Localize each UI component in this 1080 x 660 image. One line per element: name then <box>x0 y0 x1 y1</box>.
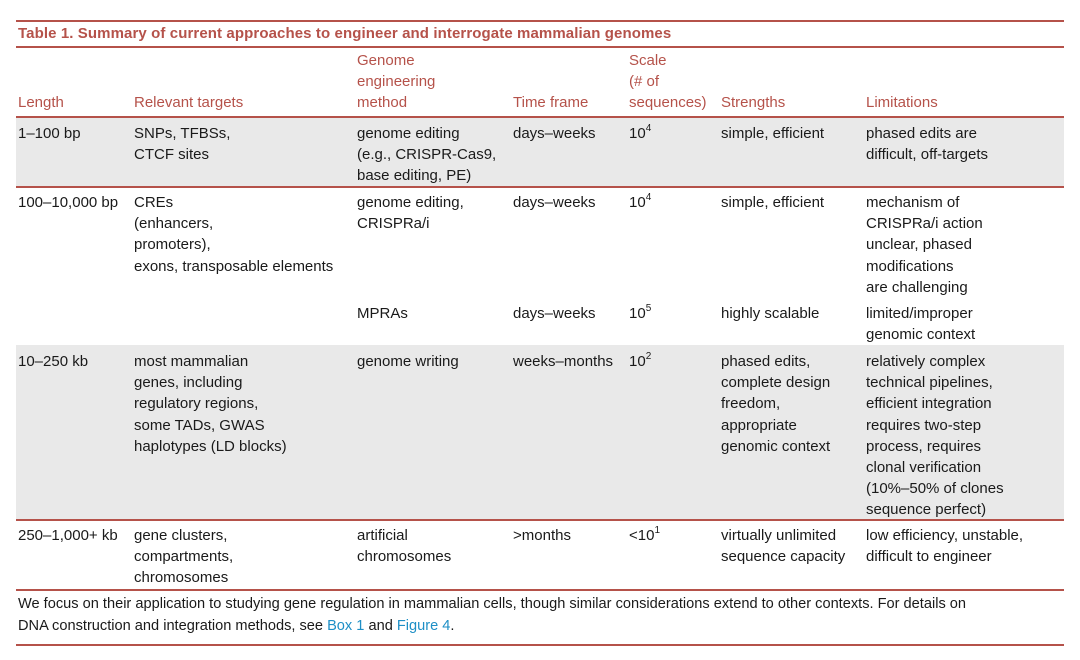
header-targets-line: Relevant targets <box>134 94 244 111</box>
header-method-line: Genome <box>357 52 415 69</box>
cell-limitations-line: sequence perfect) <box>866 501 987 519</box>
cell-method-line: MPRAs <box>357 305 408 322</box>
header-limitations <box>866 92 938 113</box>
cell-targets-line: genes, including <box>134 374 243 392</box>
cell-limitations-line: process, requires <box>866 437 982 455</box>
header-strengths <box>721 92 785 113</box>
cell-method-line: artificial <box>357 527 408 544</box>
cell-length <box>18 192 118 213</box>
cell-limitations <box>866 351 1004 521</box>
cell-limitations-line: difficult, off-targets <box>866 146 989 164</box>
cell-method-line: genome editing <box>357 125 460 142</box>
cell-targets-line: chromosomes <box>134 569 229 587</box>
scale-exponent: 4 <box>645 192 652 203</box>
cell-limitations-line: modifications <box>866 257 954 275</box>
cell-limitations-line: difficult to engineer <box>866 548 992 566</box>
cell-targets-line: (enhancers, <box>134 215 214 233</box>
scale-base: 10 <box>629 125 646 142</box>
cell-strengths-line: appropriate <box>721 416 797 434</box>
cell-timeframe <box>513 123 596 144</box>
scale-exponent: 5 <box>645 303 652 314</box>
cell-targets-line: gene clusters, <box>134 527 228 544</box>
cell-limitations-line: requires two-step <box>866 416 982 434</box>
footnote-line-2: DNA construction and integration methods, see Box 1 and Figure 4. <box>18 618 455 634</box>
cell-method-line: chromosomes <box>357 548 452 566</box>
header-timeframe-line: Time frame <box>513 94 589 111</box>
cell-timeframe-line: days–weeks <box>513 125 596 142</box>
footnote-rule <box>16 644 1064 646</box>
caption-rule <box>16 46 1064 48</box>
cell-targets-line: exons, transposable elements <box>134 257 334 275</box>
cell-limitations-line: genomic context <box>866 326 976 344</box>
cell-timeframe-line: days–weeks <box>513 305 596 322</box>
cell-strengths <box>721 351 830 457</box>
cell-method <box>357 192 464 234</box>
cell-limitations-line: phased edits are <box>866 125 977 142</box>
cell-targets-line: haplotypes (LD blocks) <box>134 437 287 455</box>
cell-strengths-line: complete design <box>721 374 831 392</box>
cell-limitations-line: limited/improper <box>866 305 973 322</box>
bottom-rule <box>16 589 1064 591</box>
header-limitations-line: Limitations <box>866 94 938 111</box>
cell-targets <box>134 351 287 457</box>
cell-length <box>18 351 88 372</box>
cell-method-line: genome editing, <box>357 194 464 211</box>
scale-base: 10 <box>629 194 646 211</box>
cell-strengths <box>721 192 824 213</box>
cell-method <box>357 303 408 324</box>
cell-limitations <box>866 123 988 165</box>
header-targets <box>134 92 243 113</box>
cell-limitations-line: technical pipelines, <box>866 374 993 392</box>
cell-limitations <box>866 192 983 298</box>
header-scale-line: sequences) <box>629 94 707 111</box>
cell-strengths-line: simple, efficient <box>721 194 825 211</box>
cell-targets-line: SNPs, TFBSs, <box>134 125 231 142</box>
cell-targets-line: CREs <box>134 194 174 211</box>
cell-strengths <box>721 303 819 324</box>
cell-strengths <box>721 525 845 567</box>
header-scale <box>629 50 707 113</box>
header-length <box>18 92 64 113</box>
scale-base: 10 <box>629 353 646 370</box>
cell-limitations-line: unclear, phased <box>866 236 972 254</box>
cell-limitations-line: relatively complex <box>866 353 986 370</box>
cell-limitations-line: CRISPRa/i action <box>866 215 983 233</box>
cell-length-line: 10–250 kb <box>18 353 89 370</box>
cell-strengths-line: phased edits, <box>721 353 811 370</box>
cell-scale <box>629 303 651 324</box>
cell-strengths-line: virtually unlimited <box>721 527 837 544</box>
cell-timeframe <box>513 525 571 546</box>
cell-limitations-line: clonal verification <box>866 459 982 477</box>
cell-targets-line: most mammalian <box>134 353 249 370</box>
cell-timeframe-line: days–weeks <box>513 194 596 211</box>
cell-strengths-line: genomic context <box>721 437 831 455</box>
cell-limitations <box>866 303 975 345</box>
cell-strengths-line: highly scalable <box>721 305 820 322</box>
cell-method-line: CRISPRa/i <box>357 215 430 233</box>
cell-targets <box>134 192 333 277</box>
cell-method-line: genome writing <box>357 353 459 370</box>
cell-method <box>357 351 459 372</box>
header-method <box>357 50 435 113</box>
figure-4-link[interactable]: Figure 4 <box>396 618 451 634</box>
scale-exponent: 2 <box>645 351 652 362</box>
cell-length-line: 1–100 bp <box>18 125 81 142</box>
cell-timeframe <box>513 192 596 213</box>
cell-method <box>357 525 451 567</box>
cell-limitations-line: (10%–50% of clones <box>866 480 1004 498</box>
cell-targets-line: promoters), <box>134 236 211 254</box>
cell-length-line: 250–1,000+ kb <box>18 527 118 544</box>
header-length-line: Length <box>18 94 64 111</box>
cell-strengths-line: sequence capacity <box>721 548 846 566</box>
cell-scale <box>629 351 651 372</box>
box-1-link[interactable]: Box 1 <box>327 618 365 634</box>
header-timeframe <box>513 92 588 113</box>
cell-targets <box>134 525 233 589</box>
cell-scale <box>629 192 651 213</box>
cell-timeframe-line: weeks–months <box>513 353 614 370</box>
header-method-line: engineering <box>357 73 436 90</box>
cell-limitations <box>866 525 1023 567</box>
cell-targets-line: CTCF sites <box>134 146 209 164</box>
cell-targets-line: some TADs, GWAS <box>134 416 265 434</box>
cell-length <box>18 123 81 144</box>
cell-timeframe <box>513 351 613 372</box>
row-rule <box>16 186 1064 188</box>
cell-scale <box>629 123 651 144</box>
header-scale-line: (# of <box>629 73 660 90</box>
cell-limitations-line: efficient integration <box>866 395 992 413</box>
cell-limitations-line: low efficiency, unstable, <box>866 527 1024 544</box>
scale-exponent: 1 <box>654 525 661 536</box>
cell-targets-line: regulatory regions, <box>134 395 259 413</box>
cell-timeframe-line: >months <box>513 527 571 544</box>
cell-strengths-line: simple, efficient <box>721 125 825 142</box>
scale-exponent: 4 <box>645 123 652 134</box>
cell-scale <box>629 525 660 546</box>
table-caption: Table 1. Summary of current approaches to engineer and interrogate mammalian genomes <box>18 25 672 42</box>
scale-base: 10 <box>629 305 646 322</box>
cell-strengths-line: freedom, <box>721 395 781 413</box>
cell-length <box>18 525 118 546</box>
cell-strengths <box>721 123 824 144</box>
cell-method-line: base editing, PE) <box>357 167 472 185</box>
cell-method <box>357 123 496 187</box>
scale-base: <10 <box>629 527 655 544</box>
cell-length-line: 100–10,000 bp <box>18 194 119 211</box>
table-footnote <box>18 593 1066 637</box>
header-method-line: method <box>357 94 408 111</box>
cell-timeframe <box>513 303 596 324</box>
header-strengths-line: Strengths <box>721 94 786 111</box>
top-rule <box>16 20 1064 22</box>
cell-limitations-line: are challenging <box>866 278 968 296</box>
footnote-line-1: We focus on their application to studying gene regulation in mammalian cells, though similar considerations extend to other contexts. For details on <box>18 596 967 612</box>
header-scale-line: Scale <box>629 52 667 69</box>
cell-limitations-line: mechanism of <box>866 194 960 211</box>
cell-targets <box>134 123 230 165</box>
cell-method-line: (e.g., CRISPR-Cas9, <box>357 146 497 164</box>
cell-targets-line: compartments, <box>134 548 234 566</box>
